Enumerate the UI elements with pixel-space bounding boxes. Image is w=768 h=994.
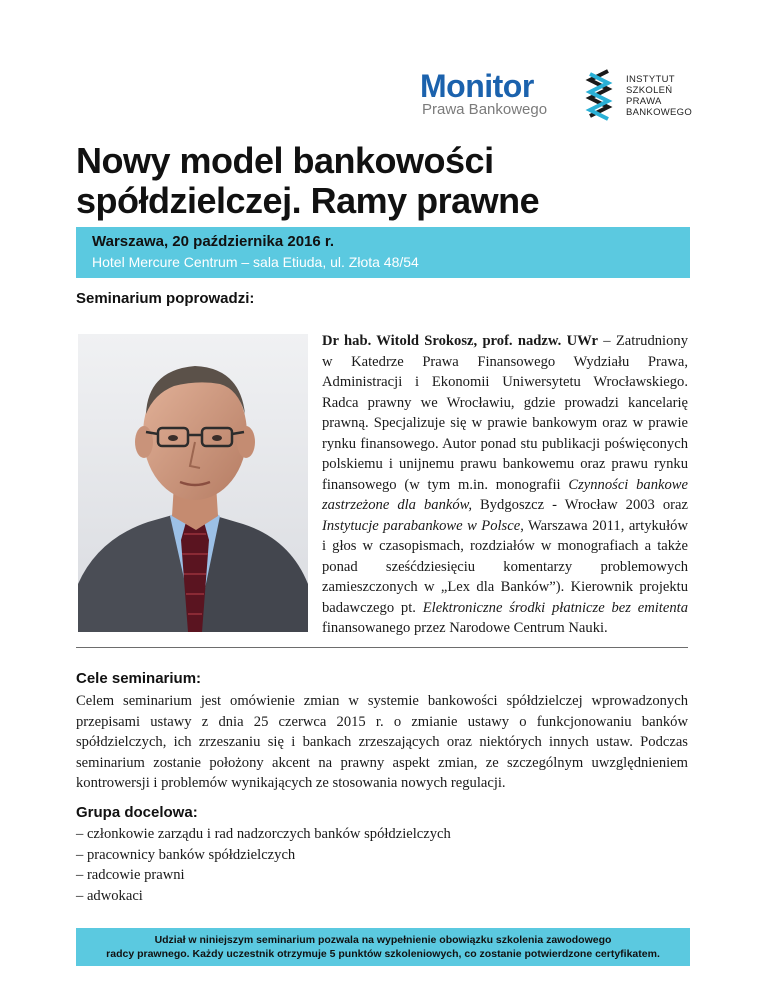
page-title-line: Nowy model bankowości [76,140,494,181]
list-item: – radcowie prawni [76,867,185,883]
monitor-logo-title: Monitor [420,68,534,104]
institute-line: INSTYTUT [626,74,675,85]
footer-line: radcy prawnego. Każdy uczestnik otrzymuje 5 punktów szkoleniowych, co zostanie potwierdzone certyfikatem. [106,948,660,960]
page-title [76,141,696,221]
list-item: – adwokaci [76,887,143,904]
footer-line: Udział w niniejszym seminarium pozwala na wypełnienie obowiązku szkolenia zawodowego [154,934,612,946]
speaker-heading: Seminarium poprowadzi: [76,290,255,307]
bio-text: Bydgoszcz - Wrocław 2003 oraz [471,497,688,513]
institute-logo-text [626,74,692,118]
speaker-photo [78,334,308,632]
audience-list [76,824,451,906]
institute-line: PRAWA [626,96,662,107]
page-title-line: spółdzielczej. Ramy prawne [76,180,540,221]
bio-text: – Zatrudniony w Katedrze Prawa Finansowego Wydziału Prawa, Administracji i Ekonomii Uniwersytetu Wrocławskiego. Radca prawny we Wrocławiu, gdzie prowadzi kancelarię prawną. Specjalizuje się w prawie bankowym oraz w prawie rynku finansowego. Autor ponad stu publikacji poświęconych polskiemu i unijnemu prawu bankowemu oraz prawu rynku finansowego (w tym m.in. monografii [322,333,688,493]
bio-text: finansowanego przez Narodowe Centrum Nauki. [322,620,608,636]
footer-notice-bar [76,928,690,966]
bio-text: , Warszawa 2011, artykułów i głos w czasopismach, rozdziałów w monografiach a także ponad sześćdziesięciu komentarzy problemowych zamieszczonych w „Lex dla Banków”). Kierownik projektu badawczego pt. [322,517,688,616]
goals-text: Celem seminarium jest omówienie zmian w systemie bankowości spółdzielczej wprowadzonych przepisami ustawy z dnia 25 czerwca 2015 r. o zmianie ustawy o funkcjonowaniu banków spółdzielczych, ich zrzeszaniu się i bankach zrzeszających oraz niektórych innych ustaw. Podczas seminarium zostanie położony akcent na prawny aspekt zmian, ze szczególnym uwzględnieniem kontrowersji i problemów wynikających ze stosowania nowych regulacji. [76,693,688,791]
audience-heading: Grupa docelowa: [76,804,198,821]
event-place: Hotel Mercure Centrum – sala Etiuda, ul. Złota 48/54 [92,254,419,270]
event-date: Warszawa, 20 października 2016 r. [92,233,335,250]
bio-title-italic: Instytucje parabankowe w Polsce [322,517,521,534]
event-info-bar [76,227,690,278]
institute-logo-icon [582,68,616,122]
footer-notice [76,933,690,961]
list-item: – członkowie zarządu i rad nadzorczych banków spółdzielczych [76,826,451,842]
speaker-portrait-image [78,334,308,632]
monitor-logo-subtitle: Prawa Bankowego [422,101,548,118]
list-item: – pracownicy banków spółdzielczych [76,846,296,863]
institute-line: SZKOLEŃ [626,85,673,96]
section-divider [76,647,688,648]
bio-title-italic: Elektroniczne środki płatnicze bez emitenta [422,599,688,616]
goals-heading: Cele seminarium: [76,670,202,687]
institute-line: BANKOWEGO [626,107,693,118]
bio-title-italic: Czynności bankowe zastrzeżone dla banków, [322,476,688,513]
speaker-bio [322,331,688,639]
speaker-name: Dr hab. Witold Srokosz, prof. nadzw. UWr [322,333,598,349]
